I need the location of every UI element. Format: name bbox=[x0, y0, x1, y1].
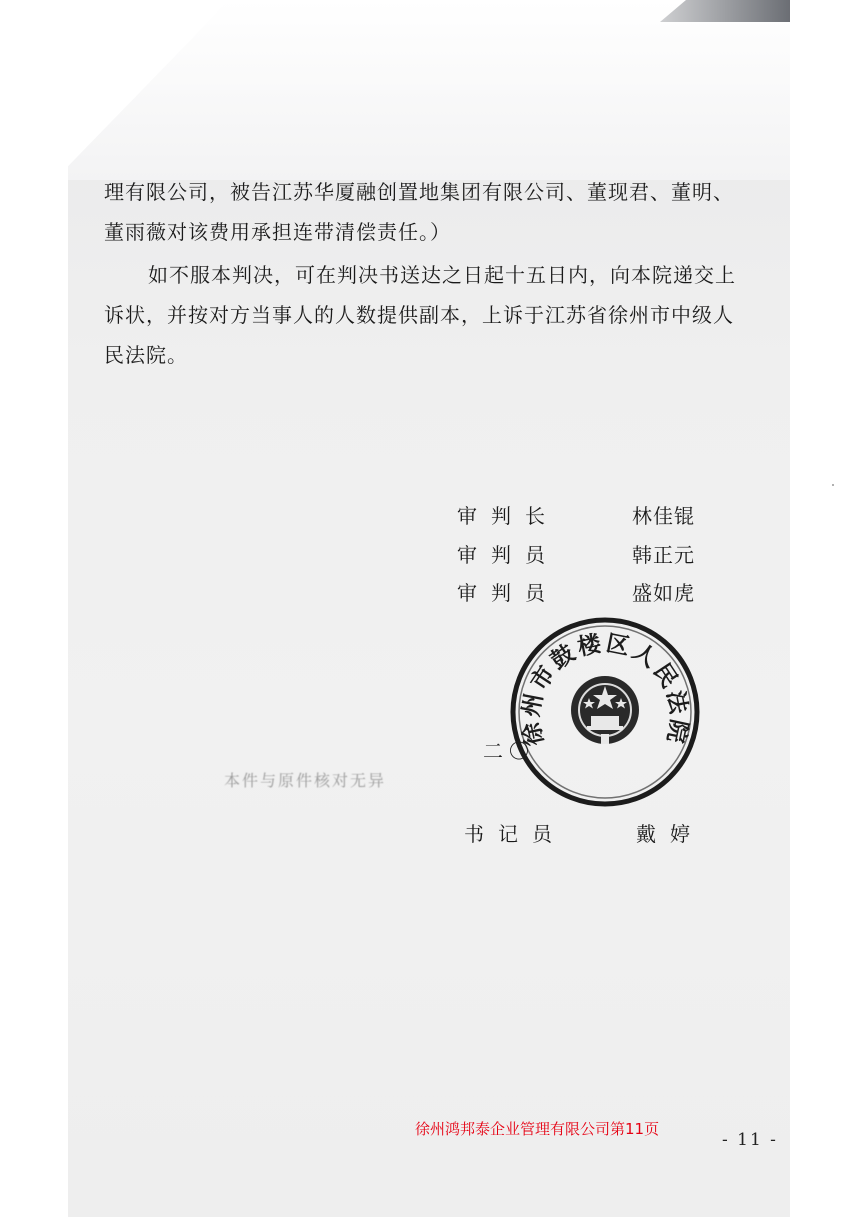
signature-role: 审判长 bbox=[457, 504, 559, 528]
paragraph-appeal: 如不服本判决，可在判决书送达之日起十五日内，向本院递交上诉状，并按对方当事人的人数提供副本，上诉于江苏省徐州市中级人民法院。 bbox=[104, 263, 736, 367]
signature-name: 戴婷 bbox=[636, 822, 704, 846]
signature-name: 韩正元 bbox=[632, 543, 695, 567]
national-emblem-icon bbox=[571, 676, 639, 744]
paragraph-continuation: 理有限公司，被告江苏华厦融创置地集团有限公司、董现君、董明、董雨薇对该费用承担连带清偿责任。） bbox=[104, 180, 734, 244]
signature-role: 书记员 bbox=[464, 822, 566, 846]
court-seal bbox=[505, 612, 705, 812]
signature-name: 盛如虎 bbox=[632, 581, 695, 605]
footer-watermark: 徐州鸿邦泰企业管理有限公司第11页 bbox=[415, 1120, 660, 1138]
signature-role: 审判员 bbox=[457, 543, 559, 567]
judgment-date: 二〇 bbox=[483, 739, 535, 763]
signature-name: 林佳锟 bbox=[632, 504, 695, 528]
signature-role: 审判员 bbox=[457, 581, 559, 605]
verification-stamp-text: 本件与原件核对无异 bbox=[224, 771, 387, 790]
page-number: - 11 - bbox=[722, 1130, 778, 1150]
speck bbox=[832, 484, 834, 486]
seal-text: 徐州市鼓楼区人民法院 bbox=[517, 629, 693, 749]
